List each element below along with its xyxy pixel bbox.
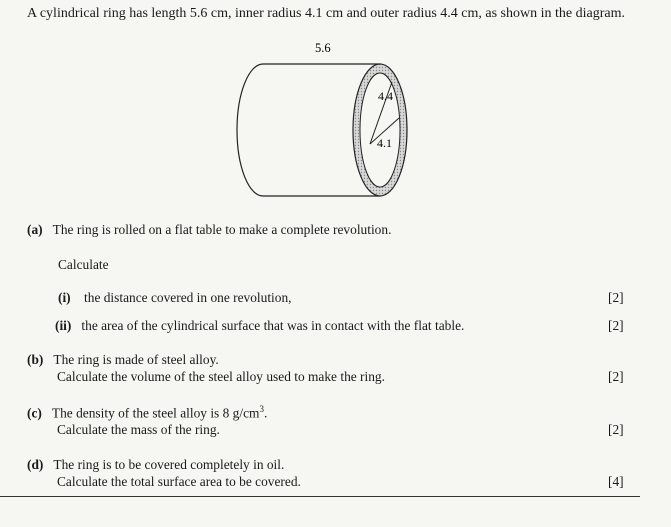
outer-radius-label: 4.4: [378, 89, 393, 103]
part-a-ii-label: (ii): [55, 318, 72, 333]
part-a-text: The ring is rolled on a flat table to make a complete revolution.: [52, 222, 392, 237]
part-c-exponent: 3: [259, 404, 264, 414]
part-b-marks: [2]: [608, 369, 624, 384]
part-a-ii: [55, 318, 464, 334]
cylindrical-ring-diagram: [225, 36, 425, 201]
part-a-label: (a): [27, 222, 43, 237]
part-c-line2: Calculate the mass of the ring.: [57, 422, 220, 437]
bottom-rule: [0, 496, 640, 497]
calculate-text: Calculate: [58, 257, 109, 272]
part-c-label: (c): [27, 405, 42, 421]
part-c-line1-suffix: .: [263, 405, 268, 421]
left-end-arc: [237, 64, 263, 196]
question-intro: A cylindrical ring has length 5.6 cm, inner radius 4.1 cm and outer radius 4.4 cm, as shown in the diagram.: [27, 6, 625, 21]
part-a-ii-marks: [2]: [608, 318, 624, 333]
part-d-line1: The ring is to be covered completely in oil.: [53, 457, 285, 472]
part-a-i-label: (i): [58, 290, 71, 305]
part-d-line2: Calculate the total surface area to be covered.: [57, 474, 301, 489]
part-c-line1-prefix: The density of the steel alloy is 8 g/cm: [51, 405, 260, 421]
part-a-i-text: the distance covered in one revolution,: [84, 290, 292, 305]
length-label: 5.6: [315, 41, 331, 55]
part-d-marks: [4]: [608, 474, 624, 489]
part-b-line2: Calculate the volume of the steel alloy used to make the ring.: [57, 369, 385, 384]
part-b-label: (b): [27, 352, 44, 367]
part-c: [27, 404, 267, 421]
part-a-i: [58, 290, 292, 306]
part-c-marks: [2]: [608, 422, 624, 437]
part-a-ii-text: the area of the cylindrical surface that was in contact with the flat table.: [81, 318, 465, 333]
part-d-label: (d): [27, 457, 44, 472]
part-b: [27, 352, 219, 368]
part-d: [27, 457, 284, 473]
part-a-i-marks: [2]: [608, 290, 624, 305]
part-b-line1: The ring is made of steel alloy.: [53, 352, 219, 367]
inner-radius-label: 4.1: [377, 136, 392, 150]
part-a: [27, 222, 391, 238]
